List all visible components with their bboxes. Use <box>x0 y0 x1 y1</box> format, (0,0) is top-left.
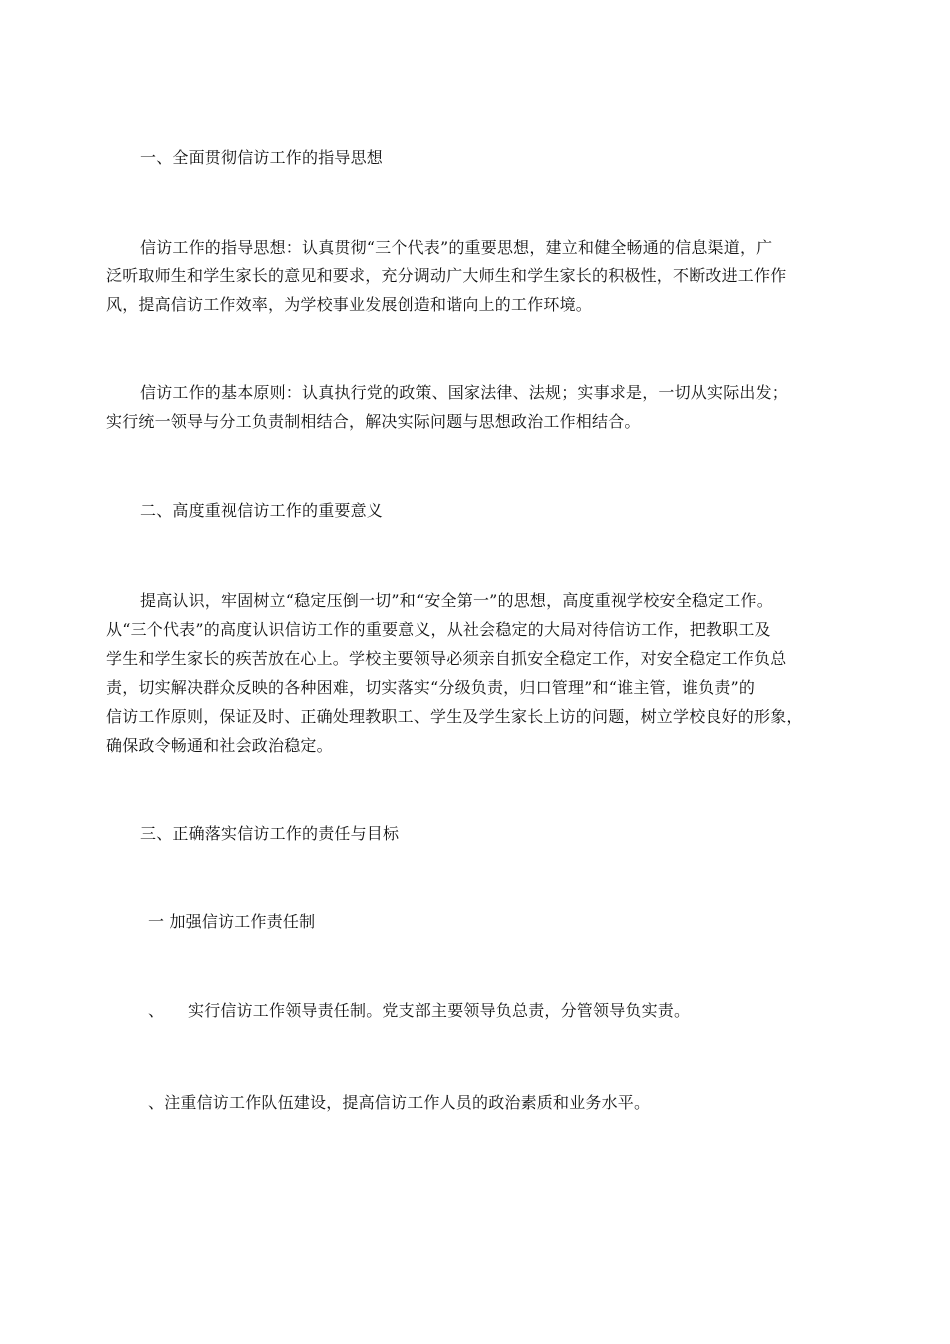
paragraph-line: 风，提高信访工作效率，为学校事业发展创造和谐向上的工作环境。 <box>106 295 593 314</box>
section-heading-3: 三、正确落实信访工作的责任与目标 <box>140 824 400 843</box>
section-heading-1: 一、全面贯彻信访工作的指导思想 <box>140 148 384 167</box>
section-heading-2: 二、高度重视信访工作的重要意义 <box>140 501 384 520</box>
paragraph-line: 提高认识，牢固树立“稳定压倒一切”和“安全第一”的思想，高度重视学校安全稳定工作。 <box>140 591 773 610</box>
paragraph-line: 从“三个代表”的高度认识信访工作的重要意义，从社会稳定的大局对待信访工作，把教职工及 <box>106 620 771 639</box>
paragraph-line: 确保政令畅通和社会政治稳定。 <box>106 736 333 755</box>
list-item-text: 实行信访工作领导责任制。党支部主要领导负总责，分管领导负实责。 <box>188 1001 691 1020</box>
list-item-text: 、注重信访工作队伍建设，提高信访工作人员的政治素质和业务水平。 <box>148 1093 651 1112</box>
sub-heading: 一 加强信访工作责任制 <box>148 912 316 931</box>
paragraph-line: 责，切实解决群众反映的各种困难，切实落实“分级负责，归口管理”和“谁主管，谁负责”的 <box>106 678 756 697</box>
list-item-marker: 、 <box>148 1001 165 1020</box>
paragraph-line: 学生和学生家长的疾苦放在心上。学校主要领导必须亲自抓安全稳定工作，对安全稳定工作负总 <box>106 649 787 668</box>
paragraph-line: 实行统一领导与分工负责制相结合，解决实际问题与思想政治工作相结合。 <box>106 412 641 431</box>
paragraph-line: 泛听取师生和学生家长的意见和要求，充分调动广大师生和学生家长的积极性，不断改进工作作 <box>106 266 787 285</box>
paragraph-line: 信访工作的基本原则：认真执行党的政策、国家法律、法规；实事求是，一切从实际出发； <box>140 383 789 402</box>
paragraph-line: 信访工作原则，保证及时、正确处理教职工、学生及学生家长上访的问题，树立学校良好的形象， <box>106 707 803 726</box>
paragraph-line: 信访工作的指导思想：认真贯彻“三个代表”的重要思想，建立和健全畅通的信息渠道，广 <box>140 238 773 257</box>
